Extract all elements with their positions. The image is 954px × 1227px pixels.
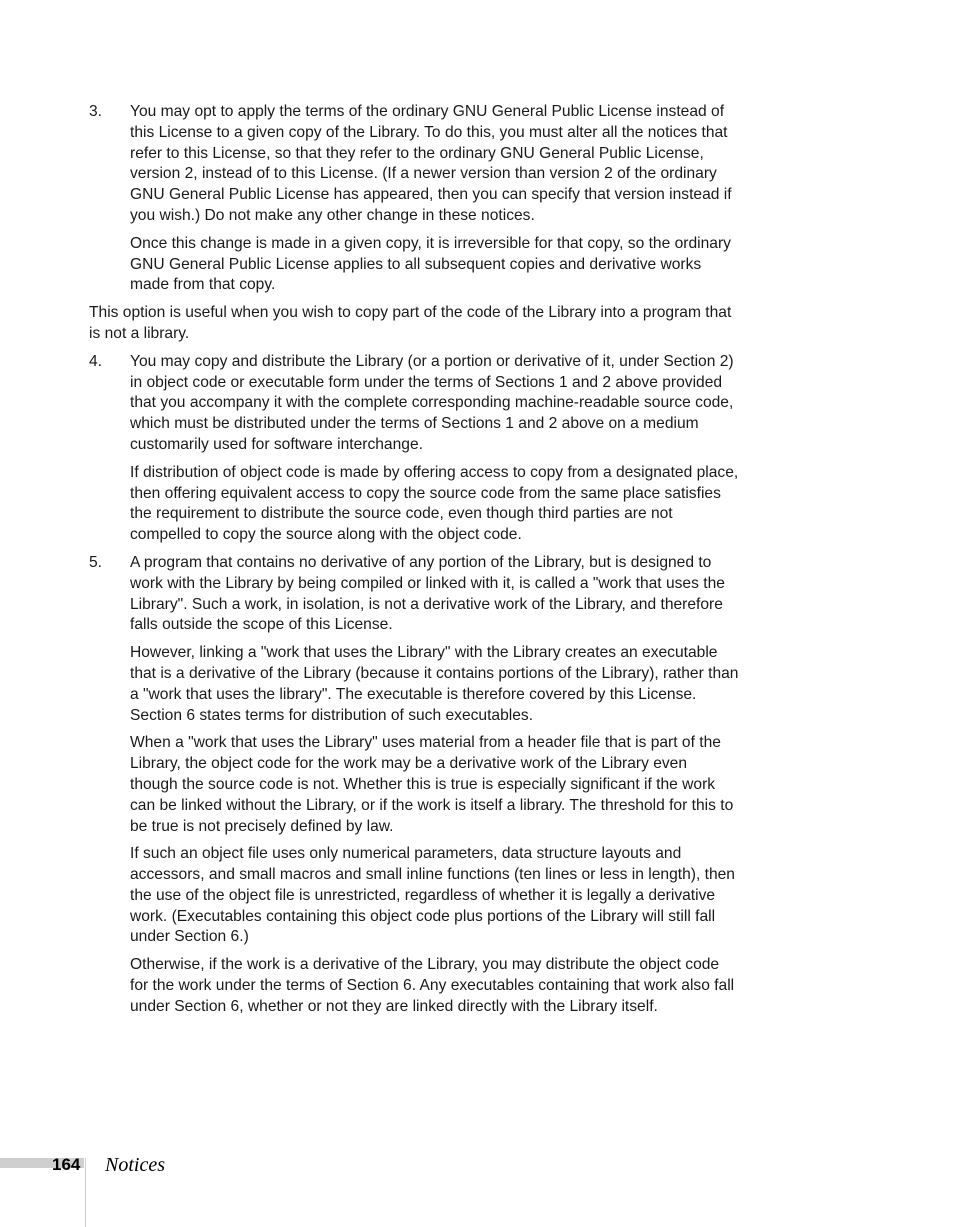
list-item-3 <box>89 102 739 296</box>
paragraph: If distribution of object code is made by offering access to copy from a designated place, then offering equivalent access to copy the source code from the same place satisfies the requirement to distribute the source code, even though third parties are not compelled to copy the source along with the object code. <box>130 463 739 544</box>
paragraph: Otherwise, if the work is a derivative of the Library, you may distribute the object code for the work under the terms of Section 6. Any executables containing that work also fall under Section 6, whether or not they are linked directly with the Library itself. <box>130 956 735 1015</box>
paragraph: However, linking a "work that uses the Library" with the Library creates an executable that is a derivative of the Library (because it contains portions of the Library), rather than a "work that uses the library". The executable is therefore covered by this License. Section 6 states terms for distribution of such executables. <box>130 644 739 724</box>
item-body <box>130 553 739 1018</box>
item-body <box>130 352 739 546</box>
section-name: Notices <box>105 1154 165 1176</box>
footer-rule <box>85 1158 86 1227</box>
paragraph: When a "work that uses the Library" uses material from a header file that is part of the Library, the object code for the work may be a derivative work of the Library even though the source code is not. Whether this is true is especially significant if the work can be linked without the Library, or if the work is itself a library. The threshold for this to be true is not precisely defined by law. <box>130 734 734 835</box>
list-item-5 <box>89 553 739 1018</box>
paragraph: You may copy and distribute the Library (or a portion or derivative of it, under Section 2) in object code or executable form under the terms of Sections 1 and 2 above provided that you accompany it with the complete corresponding machine-readable source code, which must be distributed under the terms of Sections 1 and 2 above on a medium customarily used for software interchange. <box>130 352 734 453</box>
paragraph: If such an object file uses only numerical parameters, data structure layouts and accessors, and small macros and small inline functions (ten lines or less in length), then the use of the object file is unrestricted, regardless of whether it is legally a derivative work. (Executables containing this object code plus portions of the Library will still fall under Section 6.) <box>130 845 735 946</box>
standalone-paragraph: This option is useful when you wish to copy part of the code of the Library into a program that is not a library. <box>89 304 732 342</box>
item-body <box>130 102 739 296</box>
item-number: 3. <box>89 103 103 120</box>
item-number: 5. <box>89 553 103 571</box>
paragraph: A program that contains no derivative of any portion of the Library, but is designed to work with the Library by being compiled or linked with it, is called a "work that uses the Library". Such a work, in isolation, is not a derivative work of the Library, and therefore falls outside the scope of this License. <box>130 553 725 634</box>
paragraph: You may opt to apply the terms of the ordinary GNU General Public License instead of this License to a given copy of the Library. To do this, you must alter all the notices that refer to this License, so that they refer to the ordinary GNU General Public License, version 2, instead of to this License. (If a newer version than version 2 of the ordinary GNU General Public License has appeared, then you can specify that version instead if you wish.) Do not make any other change in these notices. <box>130 103 732 224</box>
page-number: 164 <box>52 1155 81 1174</box>
list-item-4 <box>89 352 739 546</box>
paragraph: Once this change is made in a given copy, it is irreversible for that copy, so the ordinary GNU General Public License applies to all subsequent copies and derivative works made from that copy. <box>130 234 731 294</box>
item-number: 4. <box>89 352 103 370</box>
page-body <box>89 102 739 1025</box>
